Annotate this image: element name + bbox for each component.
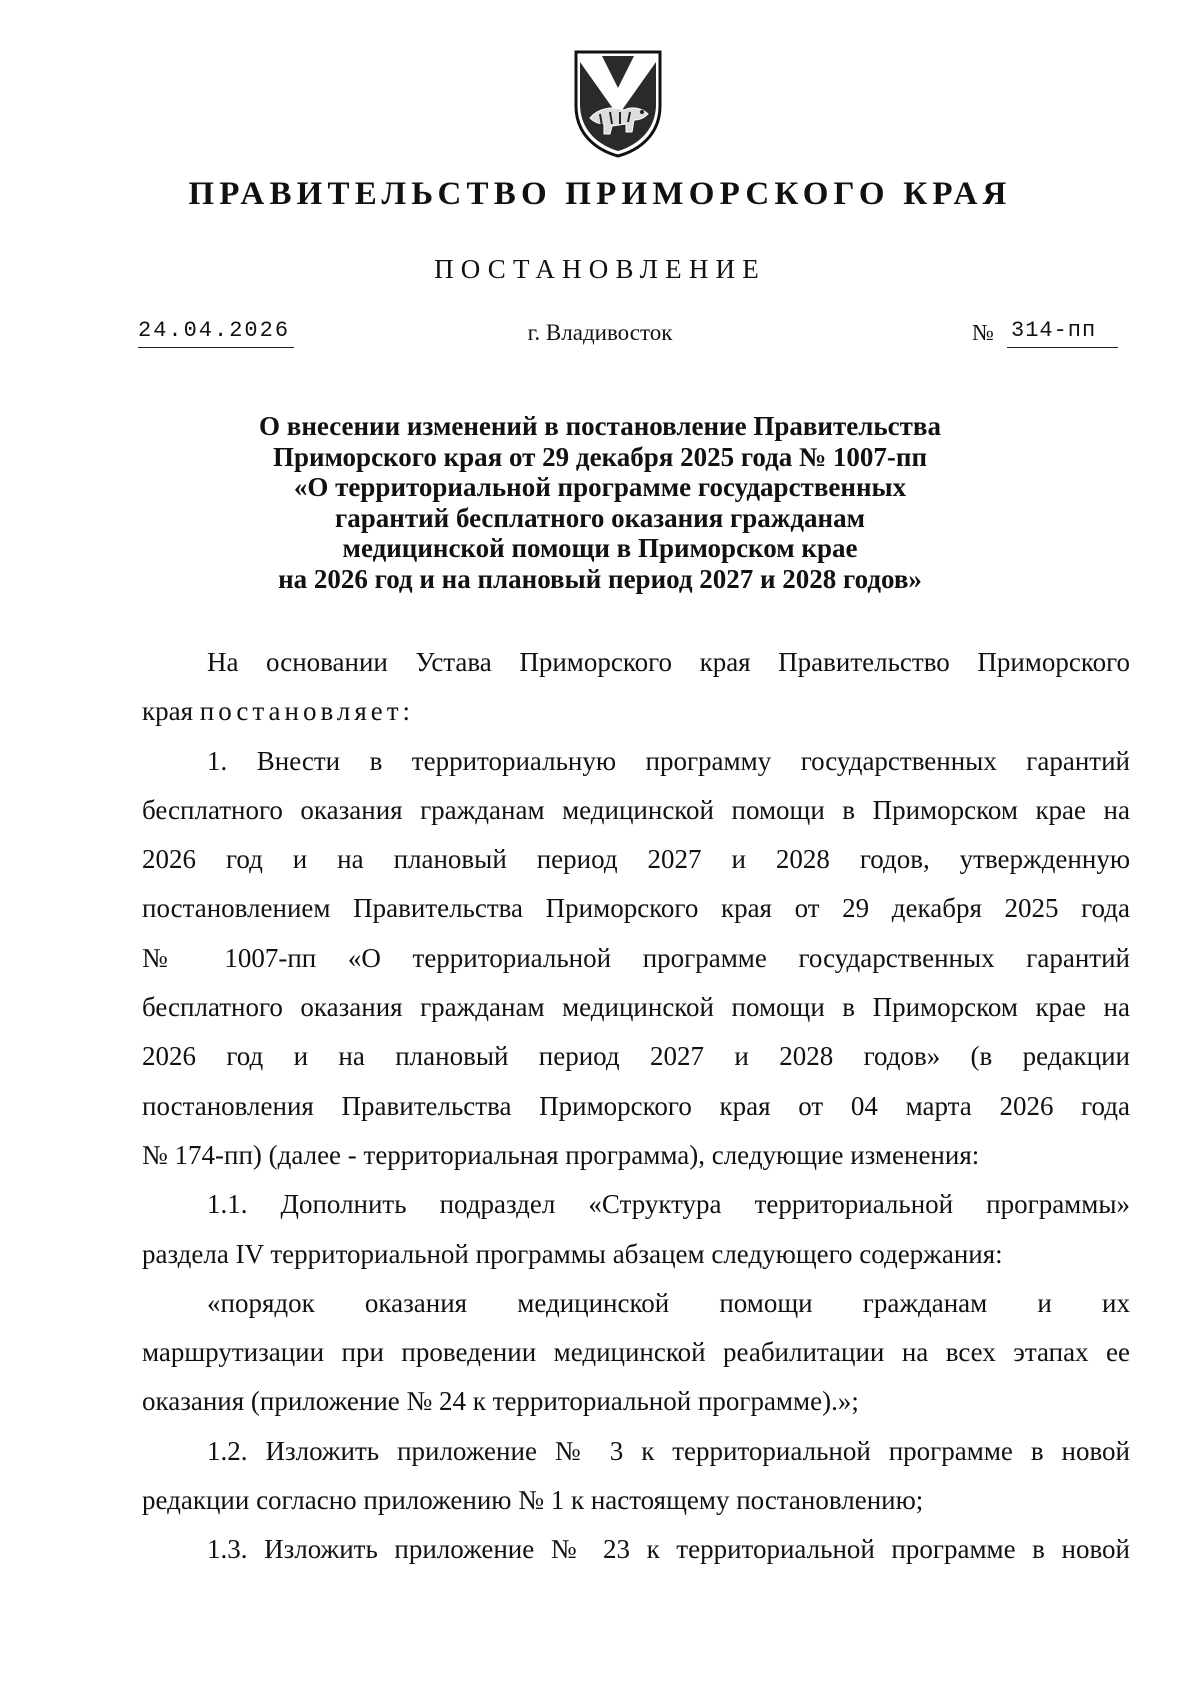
document-number: 314-пп (1007, 318, 1118, 348)
body-line: 1. Внести в территориальную программу государственных гарантий (207, 745, 1130, 776)
body-line: постановлением Правительства Приморского края от 29 декабря 2025 года (142, 893, 1130, 924)
body-line: маршрутизации при проведении медицинской реабилитации на всех этапах ее (142, 1337, 1130, 1368)
document-date: 24.04.2026 (138, 318, 294, 348)
body-line: На основании Устава Приморского края Правительство Приморского (207, 647, 1130, 677)
heading-line: О внесении изменений в постановление Правительства (259, 411, 941, 441)
document-number-label: № (972, 320, 994, 345)
body-line: «порядок оказания медицинской помощи гражданам и их (207, 1287, 1130, 1318)
body-line: бесплатного оказания гражданам медицинской помощи в Приморском крае на (142, 794, 1130, 825)
body-text: края (142, 696, 200, 727)
body-line: бесплатного оказания гражданам медицинской помощи в Приморском крае на (142, 992, 1130, 1023)
heading-line: на 2026 год и на плановый период 2027 и 2028 годов» (278, 563, 922, 594)
heading-line: «О территориальной программе государственных (293, 472, 907, 502)
body-line: редакции согласно приложению № 1 к настоящему постановлению; (142, 1485, 924, 1516)
body-line: № 1007-пп «О территориальной программе государственных гарантий (142, 942, 1130, 973)
heading-line: медицинской помощи в Приморском крае (342, 533, 858, 563)
document-heading (0, 411, 1200, 594)
body-line: 2026 год и на плановый период 2027 и 2028 годов, утвержденную (142, 844, 1130, 875)
body-line: оказания (приложение № 24 к территориальной программе).»; (142, 1386, 859, 1417)
body-line: 1.1. Дополнить подраздел «Структура территориальной программы» (207, 1189, 1130, 1220)
body-line: раздела IV территориальной программы абзацем следующего содержания: (142, 1238, 1003, 1269)
body-line: 1.3. Изложить приложение № 23 к территориальной программе в новой (207, 1534, 1130, 1565)
document-body (142, 638, 1130, 1575)
body-line (142, 687, 1130, 736)
body-line: 1.2. Изложить приложение № 3 к территориальной программе в новой (207, 1435, 1130, 1466)
body-line: 2026 год и на плановый период 2027 и 2028 годов» (в редакции (142, 1041, 1130, 1072)
document-type: ПОСТАНОВЛЕНИЕ (434, 254, 766, 284)
primorsky-coat-of-arms-icon (572, 48, 664, 160)
resolves-word: постановляет: (199, 696, 415, 727)
body-line: постановления Правительства Приморского края от 04 марта 2026 года (142, 1090, 1130, 1121)
body-line: № 174-пп) (далее - территориальная программа), следующие изменения: (142, 1139, 980, 1170)
heading-line: Приморского края от 29 декабря 2025 года № 1007-пп (272, 441, 928, 472)
document-city: г. Владивосток (527, 320, 673, 345)
heading-line: гарантий бесплатного оказания гражданам (335, 502, 865, 533)
government-title: ПРАВИТЕЛЬСТВО ПРИМОРСКОГО КРАЯ (188, 176, 1012, 212)
